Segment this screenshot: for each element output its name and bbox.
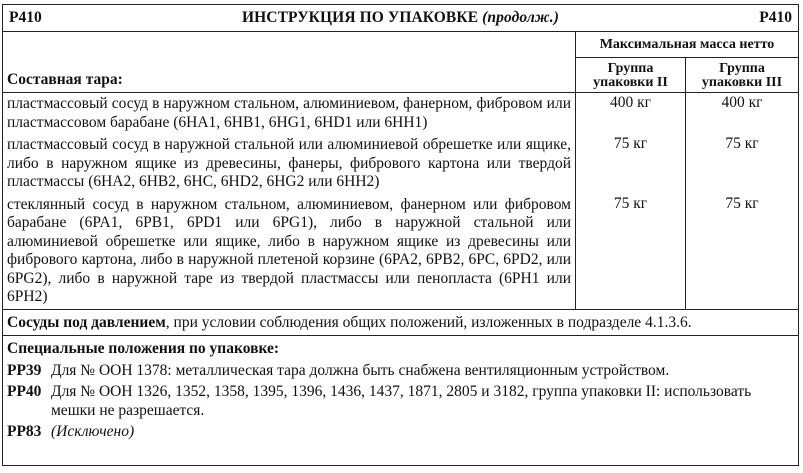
- table-row-pg3-1: 400 кг: [721, 94, 763, 111]
- instruction-title-main: ИНСТРУКЦИЯ ПО УПАКОВКЕ: [241, 9, 479, 26]
- special-provision-code: PP83: [7, 422, 42, 440]
- packing-instruction-page: [2, 4, 799, 466]
- table-row-pg2-3: 75 кг: [576, 194, 686, 310]
- instruction-title-suffix: (продолж.): [482, 9, 560, 26]
- special-provision-item: [7, 422, 794, 441]
- special-provision-code: PP40: [7, 382, 42, 400]
- packing-group-3-line2: упаковки III: [701, 75, 783, 90]
- instruction-header: [3, 5, 798, 32]
- packing-group-2-line1: Группа: [607, 61, 654, 76]
- special-provision-item: [7, 361, 794, 380]
- instruction-code-left: P410: [9, 9, 42, 26]
- table-row-pg2-2: 75 кг: [576, 134, 686, 194]
- table-row-pg3-3: 75 кг: [686, 194, 798, 310]
- packing-group-3-header: [686, 58, 798, 93]
- instruction-title: [242, 9, 559, 27]
- special-provision-text: Для № ООН 1378: металлическая тара должна быть снабжена вентиляционным устройством.: [51, 361, 670, 379]
- combination-packaging-header: Составная тара:: [3, 32, 576, 93]
- special-provision-text: (Исключено): [51, 422, 135, 440]
- pressure-receptacles-note: [3, 310, 798, 336]
- packing-group-3-line1: Группа: [719, 61, 765, 76]
- special-provision-text: Для № ООН 1326, 1352, 1358, 1395, 1396, 1436, 1437, 1871, 2805 и 3182, группа упаковки II: использовать мешки не разрешается.: [51, 382, 752, 419]
- max-net-mass-header: Максимальная масса нетто: [576, 32, 798, 58]
- packaging-table: [3, 32, 798, 310]
- pressure-receptacles-text: , при условии соблюдения общих положений, изложенных в подразделе 4.1.3.6.: [165, 313, 692, 331]
- special-provisions-section: [3, 336, 798, 444]
- table-row-text-3: стеклянный сосуд в наружном стальном, алюминиевом, фанерном или фибровом барабане (6PA1, 6PB1, 6PD1 или 6PG1), либо в наружной стальной или алюминиевой обрешетке или ящике, либо в наружном ящике из древесины или фибрового картона, либо в наружной плетеной корзине (6PA2, 6PB2, 6PC, 6PD2, или 6PG2), либо в наружной таре из твердой пластмассы или пенопласта (6PH1 или 6PH2): [3, 194, 576, 310]
- special-provision-item: [7, 382, 794, 420]
- table-row-text-2: пластмассовый сосуд в наружной стальной или алюминиевой обрешетке или ящике, либо в наружном ящике из древесины, фанеры, фибрового картона или твердой пластмассы (6HA2, 6HB2, 6HC, 6HD2, 6HG2 или 6HH2): [3, 134, 576, 194]
- table-row-pg3-2: 75 кг: [725, 135, 759, 152]
- pressure-receptacles-bold: Сосуды под давлением: [7, 313, 166, 331]
- packing-group-2-header: [576, 58, 686, 93]
- instruction-code-right: P410: [759, 9, 792, 26]
- table-row-text-1: пластмассовый сосуд в наружном стальном, алюминиевом, фанерном, фибровом или пластмассовом барабане (6HA1, 6HB1, 6HG1, 6HD1 или 6HH1): [3, 93, 576, 134]
- packing-group-2-line2: упаковки II: [593, 75, 668, 90]
- special-provision-code: PP39: [7, 361, 42, 379]
- table-row-pg2-1: 400 кг: [576, 93, 686, 134]
- special-provisions-title: Специальные положения по упаковке:: [7, 339, 280, 357]
